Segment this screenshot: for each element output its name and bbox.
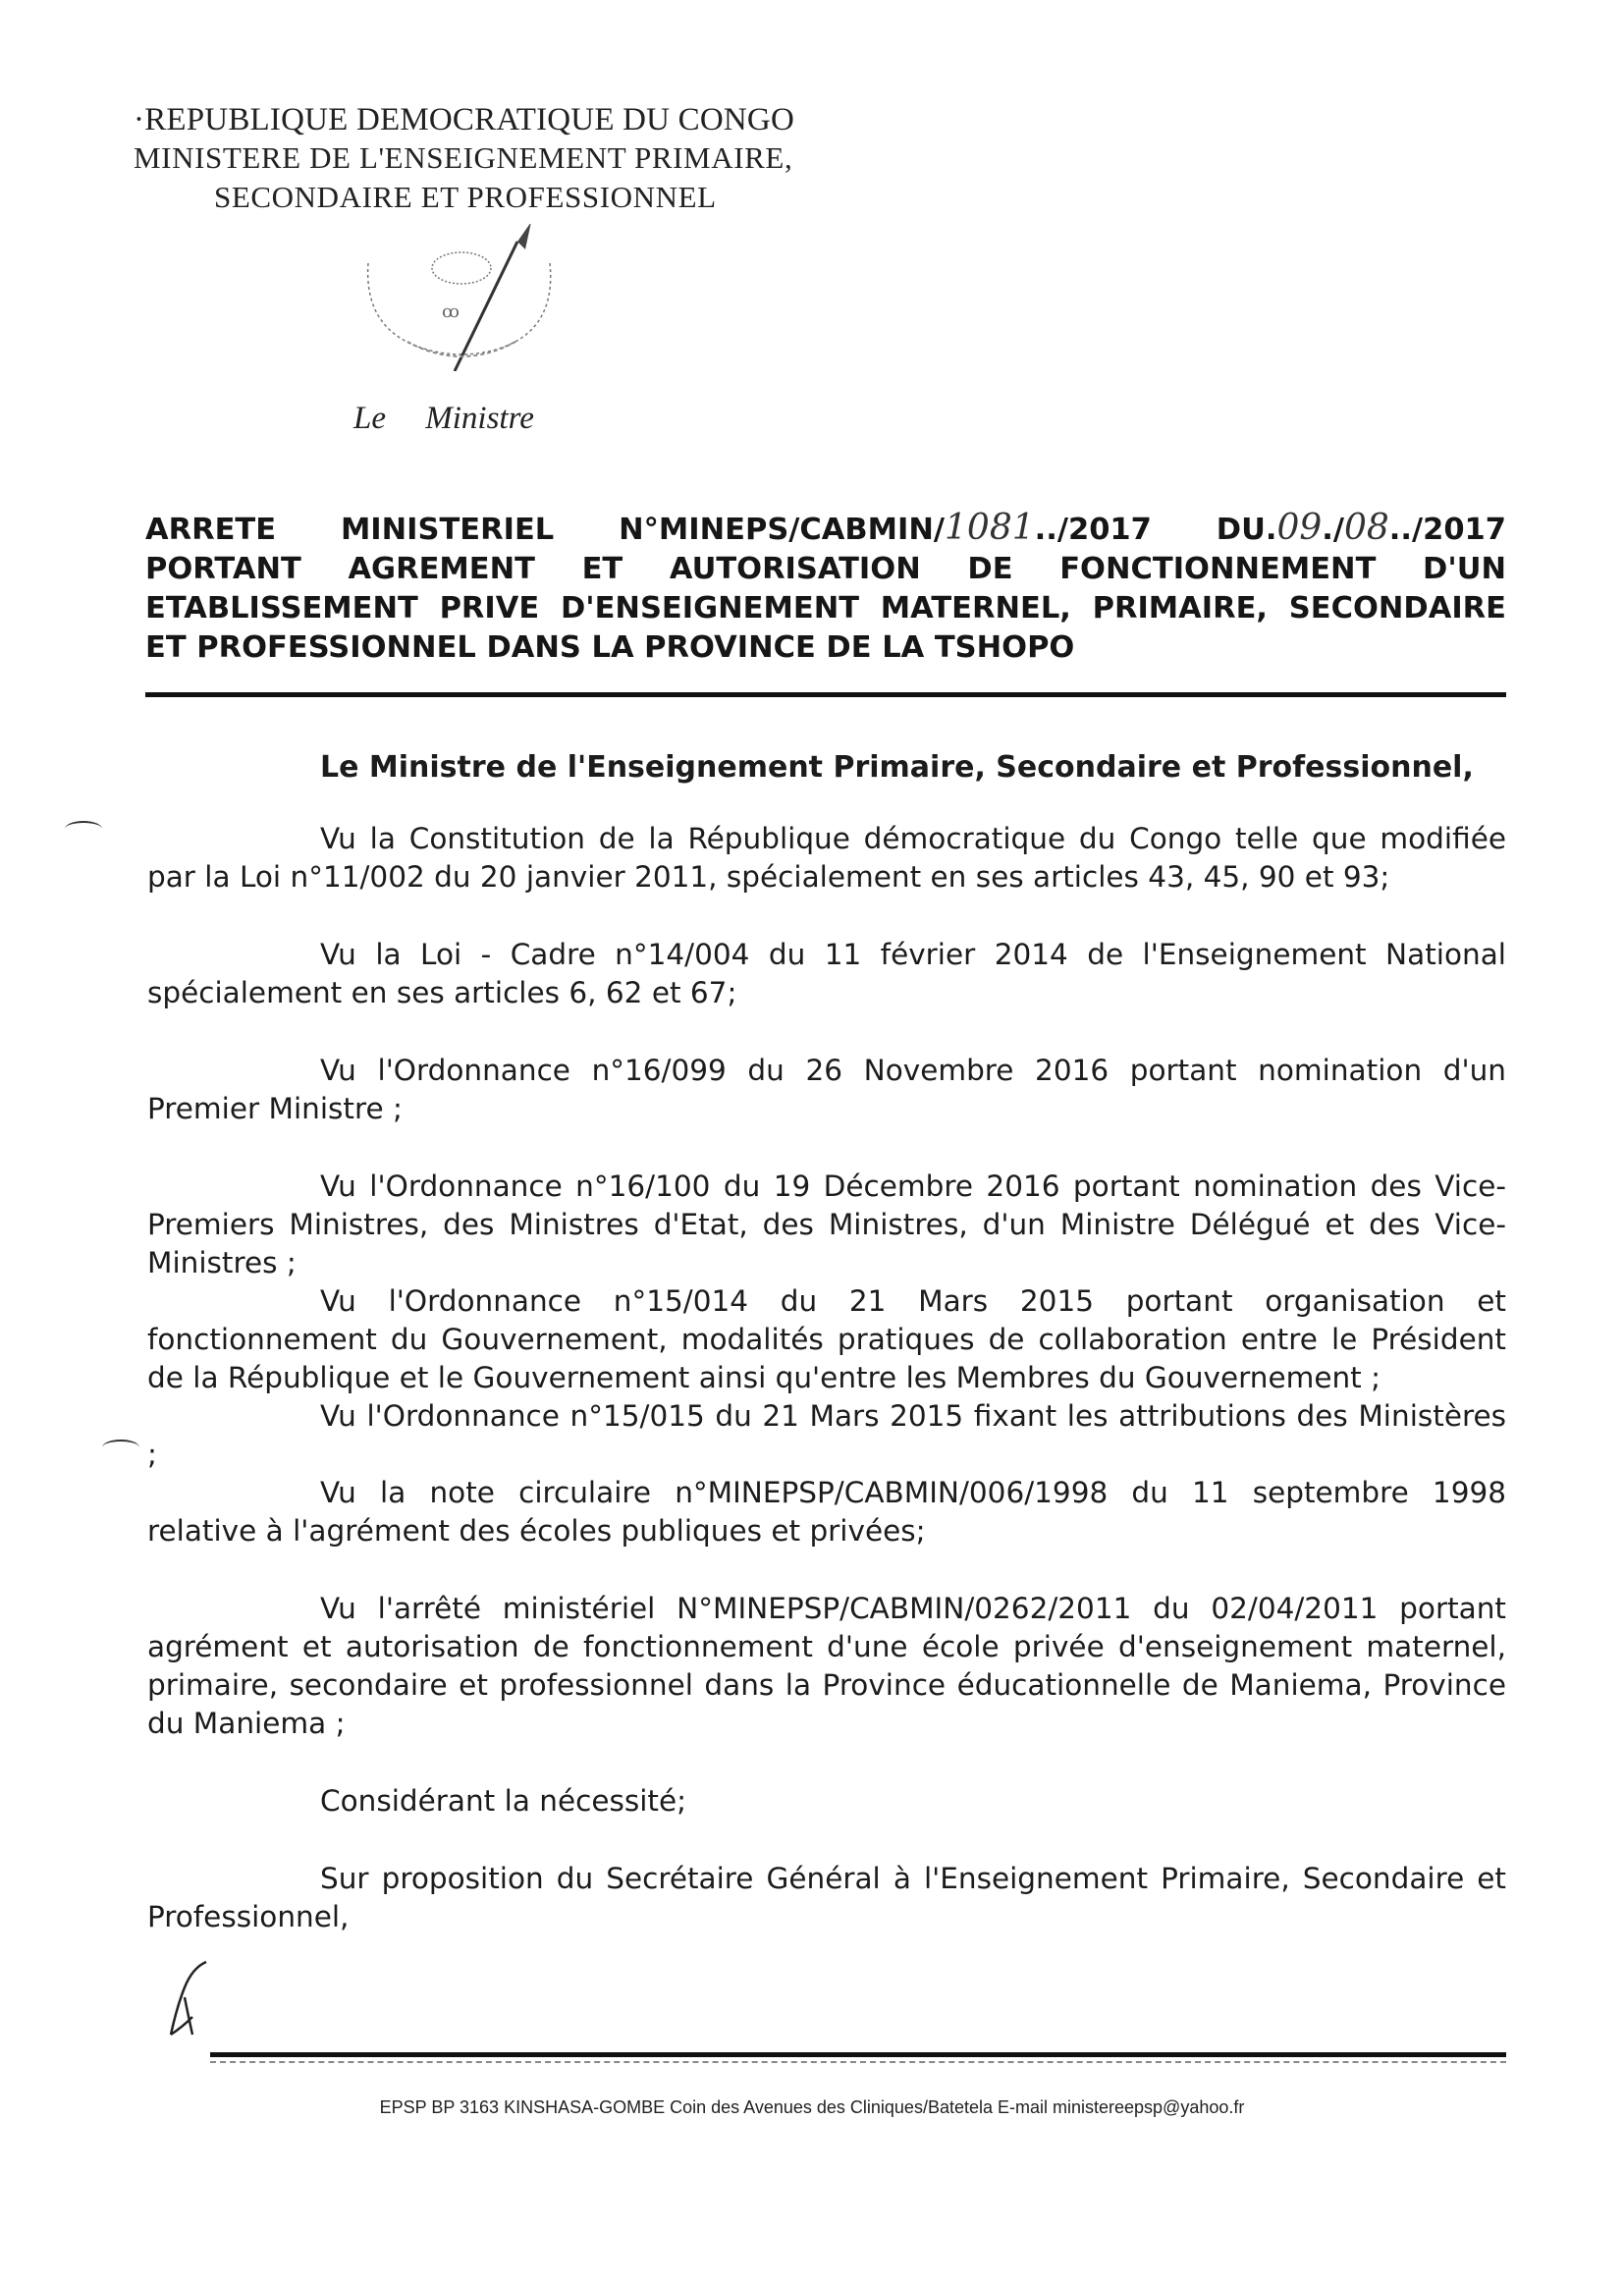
decree-title-line-4: ET PROFESSIONNEL DANS LA PROVINCE DE LA TSHOPO bbox=[145, 630, 1075, 665]
margin-mark bbox=[65, 821, 102, 837]
considerant: Considérant la nécessité; bbox=[320, 1784, 687, 1818]
decree-sep: ./ bbox=[1322, 513, 1344, 547]
visa-loi-cadre: Vu la Loi - Cadre n°14/004 du 11 février 2014 de l'Enseignement National spécialement en ses articles 6, 62 et 67; bbox=[147, 938, 1506, 1009]
visa-ordonnance-15-015: Vu l'Ordonnance n°15/015 du 21 Mars 2015 fixant les attributions des Ministères ; bbox=[147, 1399, 1506, 1471]
letterhead bbox=[134, 102, 794, 215]
visa-ordonnance-16-100: Vu l'Ordonnance n°16/100 du 19 Décembre 2016 portant nomination des Vice-Premiers Ministres, des Ministres d'Etat, des Ministres, d'un Ministre Délégué et des Vice-Ministres ; bbox=[147, 1169, 1506, 1279]
sur-proposition: Sur proposition du Secrétaire Général à l'Enseignement Primaire, Secondaire et Professionnel, bbox=[147, 1862, 1506, 1933]
footer-address: EPSP BP 3163 KINSHASA-GOMBE Coin des Avenues des Cliniques/Batetela E-mail ministereepsp@yahoo.fr bbox=[379, 2097, 1245, 2117]
footer-divider bbox=[210, 2052, 1506, 2057]
decree-number: 1081 bbox=[945, 508, 1035, 548]
decree-month: 08 bbox=[1343, 508, 1389, 548]
coat-of-arms-icon bbox=[349, 224, 574, 371]
decree-body bbox=[147, 748, 1506, 1936]
decree-title-line-2: PORTANT AGREMENT ET AUTORISATION DE FONCTIONNEMENT D'UN bbox=[145, 552, 1506, 586]
decree-year: ../2017 bbox=[1034, 513, 1152, 547]
country-name: ·REPUBLIQUE DEMOCRATIQUE DU CONGO bbox=[134, 102, 794, 137]
decree-du: DU. bbox=[1216, 513, 1277, 547]
signatory-title: Le Ministre bbox=[353, 401, 534, 436]
decree-day: 09 bbox=[1276, 508, 1323, 548]
initials-signature bbox=[163, 1958, 222, 2037]
decree-reference-line bbox=[145, 509, 1506, 550]
footer-divider-dotted bbox=[210, 2061, 1506, 2063]
decree-title-line-3: ETABLISSEMENT PRIVE D'ENSEIGNEMENT MATERNEL, PRIMAIRE, SECONDAIRE bbox=[145, 591, 1506, 625]
visa-ordonnance-16-099: Vu l'Ordonnance n°16/099 du 26 Novembre 2016 portant nomination d'un Premier Ministre ; bbox=[147, 1054, 1506, 1125]
visa-ordonnance-15-014: Vu l'Ordonnance n°15/014 du 21 Mars 2015 portant organisation et fonctionnement du Gouvernement, modalités pratiques de collaboration entre le Président de la République et le Gouvernement ainsi qu'entre les Membres du Gouvernement ; bbox=[147, 1284, 1506, 1394]
visa-note-circulaire: Vu la note circulaire n°MINEPSP/CABMIN/006/1998 du 11 septembre 1998 relative à l'agrément des écoles publiques et privées; bbox=[147, 1476, 1506, 1548]
decree-prefix: ARRETE MINISTERIEL N°MINEPS/CABMIN/ bbox=[145, 513, 946, 547]
title-divider bbox=[145, 692, 1506, 697]
preamble-heading: Le Ministre de l'Enseignement Primaire, Secondaire et Professionnel, bbox=[320, 750, 1474, 785]
decree-title bbox=[145, 509, 1506, 668]
ministry-name: MINISTERE DE L'ENSEIGNEMENT PRIMAIRE, bbox=[134, 140, 793, 175]
decree-year2: ../2017 bbox=[1388, 513, 1506, 547]
ministry-name-cont: SECONDAIRE ET PROFESSIONNEL bbox=[214, 180, 717, 214]
visa-constitution: Vu la Constitution de la République démocratique du Congo telle que modifiée par la Loi n°11/002 du 20 janvier 2011, spécialement en ses articles 43, 45, 90 et 93; bbox=[147, 822, 1506, 894]
svg-text:ꝏ: ꝏ bbox=[442, 301, 460, 322]
margin-mark bbox=[102, 1440, 139, 1455]
visa-arrete-2011: Vu l'arrêté ministériel N°MINEPSP/CABMIN/0262/2011 du 02/04/2011 portant agrément et autorisation de fonctionnement d'une école privée d'enseignement maternel, primaire, secondaire et professionnel dans la Province éducationnelle de Maniema, Province du Maniema ; bbox=[147, 1592, 1506, 1740]
